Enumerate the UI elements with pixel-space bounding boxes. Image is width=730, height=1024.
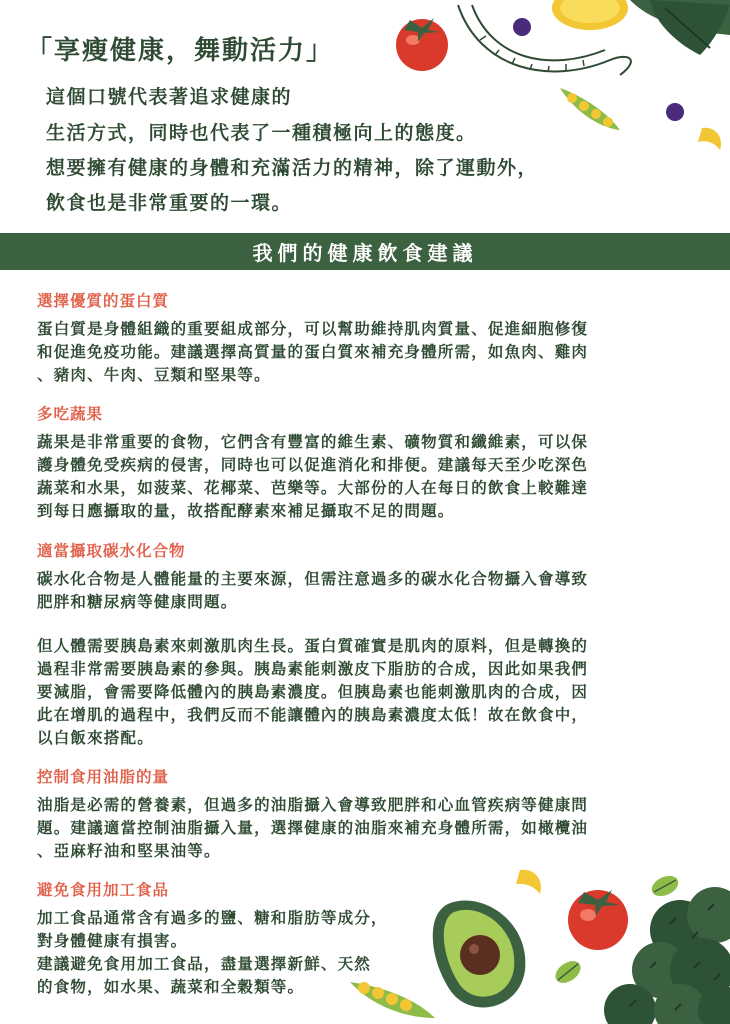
text-line: 蔬果是非常重要的食物，它們含有豐富的維生素、礦物質和纖維素，可以保 (37, 433, 589, 451)
text-line: 建議避免食用加工食品，盡量選擇新鮮、天然 (37, 955, 372, 973)
food-illustration-bottom (330, 860, 730, 1024)
tomato-icon (396, 18, 448, 71)
leaf-icon (551, 957, 584, 988)
section-body-carbs-insulin (37, 635, 588, 750)
lemon-icon (552, 0, 628, 30)
text-line: 護身體免受疾病的侵害，同時也可以促進消化和排便。建議每天至少吃深色 (37, 456, 589, 474)
text-line: 對身體健康有損害。 (37, 932, 188, 950)
tomato-icon (568, 890, 628, 950)
text-line: 和促進免疫功能。建議選擇高質量的蛋白質來補充身體所需，如魚肉、雞肉 (37, 343, 589, 361)
banner-title: 我們的健康飲食建議 (252, 241, 478, 265)
leaf-icon (649, 872, 682, 900)
text-line: 到每日應攝取的量，故搭配酵素來補足攝取不足的問題。 (37, 502, 455, 520)
intro-line: 飲食也是非常重要的一環。 (46, 192, 293, 214)
section-title-protein: 選擇優質的蛋白質 (37, 292, 170, 310)
section-body-vegetables (37, 431, 588, 523)
text-line: 肥胖和糖尿病等健康問題。 (37, 593, 238, 611)
intro-line: 生活方式，同時也代表了一種積極向上的態度。 (46, 122, 477, 144)
text-line: 蔬菜和水果，如菠菜、花椰菜、芭樂等。大部份的人在每日的飲食上較難達 (37, 479, 589, 497)
intro-line: 這個口號代表著追求健康的 (46, 86, 293, 108)
banana-slice-icon (698, 128, 721, 150)
peapod-icon (350, 982, 435, 1018)
section-title-oils: 控制食用油脂的量 (37, 768, 170, 786)
text-line: 以白飯來搭配。 (37, 729, 154, 747)
text-line: 要減脂，會需要降低體內的胰島素濃度。但胰島素也能刺激肌肉的合成，因 (37, 683, 589, 701)
text-line: 、亞麻籽油和堅果油等。 (37, 842, 221, 860)
section-banner (0, 233, 730, 270)
text-line: 油脂是必需的營養素，但過多的油脂攝入會導致肥胖和心血管疾病等健康問 (37, 796, 589, 814)
section-body-protein (37, 318, 588, 387)
text-line: 過程非常需要胰島素的參與。胰島素能刺激皮下脂肪的合成，因此如果我們 (37, 660, 589, 678)
kale-leaf-icon (630, 0, 730, 55)
peapod-icon (560, 88, 620, 130)
banana-slice-icon (516, 870, 541, 894)
text-line: 但人體需要胰島素來刺激肌肉生長。蛋白質確實是肌肉的原料，但是轉換的 (37, 637, 589, 655)
text-line: 加工食品通常含有過多的鹽、糖和脂肪等成分， (37, 909, 388, 927)
text-line: 題。建議適當控制油脂攝入量，選擇健康的油脂來補充身體所需，如橄欖油 (37, 819, 589, 837)
section-body-oils (37, 794, 588, 863)
text-line: 、豬肉、牛肉、豆類和堅果等。 (37, 366, 271, 384)
section-body-carbs (37, 568, 588, 614)
intro-line: 想要擁有健康的身體和充滿活力的精神，除了運動外， (46, 157, 539, 179)
text-line: 此在增肌的過程中，我們反而不能讓體內的胰島素濃度太低！故在飲食中， (37, 706, 589, 724)
text-line: 的食物，如水果、蔬菜和全穀類等。 (37, 978, 305, 996)
text-line: 蛋白質是身體組織的重要組成部分，可以幫助維持肌肉質量、促進細胞修復 (37, 320, 589, 338)
text-line: 碳水化合物是人體能量的主要來源，但需注意過多的碳水化合物攝入會導致 (37, 570, 589, 588)
section-title-carbs: 適當攝取碳水化合物 (37, 542, 186, 560)
section-title-processed: 避免食用加工食品 (37, 881, 170, 899)
slogan: 「享瘦健康，舞動活力」 (26, 36, 335, 66)
section-title-vegetables: 多吃蔬果 (37, 405, 104, 423)
avocado-icon (433, 901, 526, 1008)
